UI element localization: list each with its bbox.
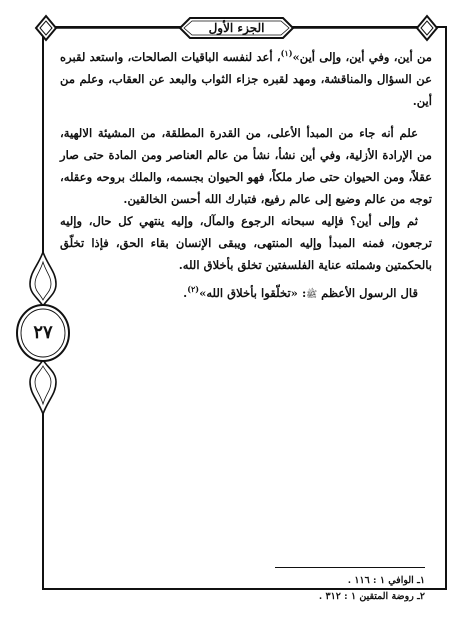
- paragraph-1: [60, 46, 432, 112]
- honorific-symbol: ﷺ: [306, 290, 318, 300]
- footnote-1: ١ـ الوافي ١ : ١١٦ .: [347, 575, 425, 586]
- footnote-ref-1[interactable]: (١): [280, 48, 293, 59]
- footnote-2: ٢ـ روضة المتقين ١ : ٣١٢ .: [318, 591, 425, 602]
- paragraph-2-text: علم أنه جاء من المبدأ الأعلى، من القدرة المطلقة، من المشيئة الالهية، من الإرادة الأزلية، وفي أين نشأ، نشأ من عالم العناصر ومن المادة حتى صار عقلاً، ومن الحيوان حتى صار ملكاً، فهو الحيوان بجسمه، والملك بروحه وعقله، توجه من عالم وضيع إلى عالم رفيع، فتبارك الله أحسن الخالقين.: [60, 126, 432, 206]
- paragraph-4-text: قال الرسول الأعظم: [321, 286, 418, 300]
- paragraph-3: [60, 210, 432, 276]
- page-header: [0, 8, 473, 48]
- paragraph-4-quote: : «تخلّقوا بأخلاق الله»: [199, 286, 307, 300]
- footnotes: [225, 573, 425, 605]
- paragraph-1-text: من أين، وفي أين، وإلى أين»: [292, 50, 432, 64]
- page-number: ٢٧: [33, 322, 53, 343]
- page-header-title: الجزء الأول: [208, 21, 265, 35]
- paragraph-4: [60, 282, 432, 306]
- paragraph-2: [60, 122, 432, 210]
- footnote-divider: [275, 567, 425, 568]
- paragraph-1-text-after: ، أعد لنفسه الباقيات الصالحات، واستعد لقبره عن السؤال والمناقشة، ومهد لقبره جزاء الثواب والبعد عن العقاب، وعلم من أين.: [60, 50, 432, 108]
- paragraph-4-end: .: [183, 286, 188, 300]
- body-text: [60, 46, 432, 306]
- footnote-ref-2[interactable]: (٢): [187, 284, 200, 295]
- paragraph-3-text: ثم وإلى أين؟ فإليه سبحانه الرجوع والمآل، وإليه ينتهي كل حال، وإليه ترجعون، فمنه المبدأ وإليه المنتهى، ويبقى الإنسان بقاء الحق، فإذا تخلّق بالحكمتين وشملته عناية الفلسفتين تخلق بأخلاق الله.: [60, 214, 432, 272]
